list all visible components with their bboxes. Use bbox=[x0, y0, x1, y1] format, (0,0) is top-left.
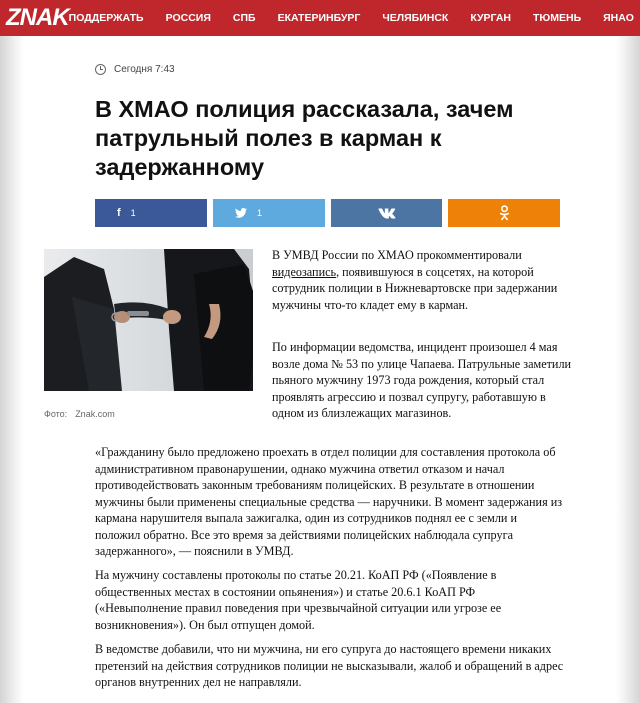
quote-paragraph: «Гражданину было предложено проехать в отдел полиции для составления протокола об административном правонарушении, однако мужчина ответил отказом и начал противодействовать законным требованиям полицейских. В результате в отношении мужчины были применены специальные средства — наручники. В момент задержания из кармана нарушителя выпала зажигалка, один из сотрудников поднял ее с земли и положил обратно. Все это время за действиями полицейских наблюдала супруга задержанного», — пояснили в УМВД. bbox=[95, 445, 563, 558]
clock-icon bbox=[95, 64, 106, 75]
top-navigation-bar bbox=[0, 0, 640, 36]
facebook-icon: f bbox=[117, 207, 121, 219]
site-logo[interactable]: ZNAK bbox=[6, 4, 69, 31]
main-nav bbox=[69, 0, 640, 36]
incident-paragraph: По информации ведомства, инцидент произошел 4 мая возле дома № 53 по улице Чапаева. Патрульные заметили пьяного мужчину 1973 года рождения, который стал проявлять агрессию и позвал супругу, работавшую в одном из близлежащих магазинов. bbox=[272, 340, 572, 420]
article-meta bbox=[95, 64, 175, 75]
nav-item-yanao[interactable]: ЯНАО bbox=[603, 12, 634, 24]
lead-paragraph bbox=[272, 247, 572, 313]
facebook-share-count: 1 bbox=[130, 208, 136, 218]
nav-item-support[interactable]: ПОДДЕРЖАТЬ bbox=[68, 12, 144, 24]
share-odnoklassniki-button[interactable] bbox=[448, 199, 560, 227]
article-title: В ХМАО полиция рассказала, зачем патрульный полез в карман к задержанному bbox=[95, 96, 514, 180]
share-vk-button[interactable] bbox=[331, 199, 442, 227]
share-twitter-button[interactable] bbox=[213, 199, 325, 227]
nav-item-kurgan[interactable]: КУРГАН bbox=[470, 12, 511, 24]
publish-time: Сегодня 7:43 bbox=[114, 64, 175, 75]
lead-text-end: , появившуюся в соцсетях, на которой сотрудник полиции в Нижневартовске при задержании мужчины что-то кладет ему в карман. bbox=[272, 264, 558, 312]
odnoklassniki-icon bbox=[499, 205, 510, 221]
vk-icon bbox=[378, 208, 396, 219]
nav-item-tyumen[interactable]: ТЮМЕНЬ bbox=[533, 12, 582, 24]
photo-source: Znak.com bbox=[75, 409, 115, 419]
nav-item-spb[interactable]: СПБ bbox=[232, 12, 256, 24]
video-link[interactable]: видеозапись bbox=[272, 264, 337, 279]
twitter-share-count: 1 bbox=[257, 208, 263, 218]
page-side-shadow-right bbox=[616, 36, 640, 703]
photo-caption bbox=[44, 409, 123, 419]
nav-item-chelyabinsk[interactable]: ЧЕЛЯБИНСК bbox=[382, 12, 449, 24]
twitter-icon bbox=[235, 208, 247, 218]
page-side-shadow-left bbox=[0, 36, 24, 703]
article-photo bbox=[44, 249, 253, 391]
nav-item-russia[interactable]: РОССИЯ bbox=[165, 12, 211, 24]
nav-item-ekaterinburg[interactable]: ЕКАТЕРИНБУРГ bbox=[277, 12, 361, 24]
protocols-paragraph: На мужчину составлены протоколы по статье 20.21. КоАП РФ («Появление в общественных местах в состоянии опьянения») и статье 20.6.1 КоАП РФ («Невыполнение правил поведения при чрезвычайной ситуации или угрозе ее возникновения»). Он был отпущен домой. bbox=[95, 568, 502, 632]
share-facebook-button[interactable] bbox=[95, 199, 207, 227]
final-paragraph: В ведомстве добавили, что ни мужчина, ни его супруга до настоящего времени никаких претензий на действия сотрудников полиции не высказывали, жалоб и обращений в адрес органов внутренних дел не направляли. bbox=[95, 642, 564, 689]
photo-caption-label: Фото: bbox=[44, 409, 68, 419]
lead-text-start: В УМВД России по ХМАО прокомментировали bbox=[272, 248, 522, 262]
